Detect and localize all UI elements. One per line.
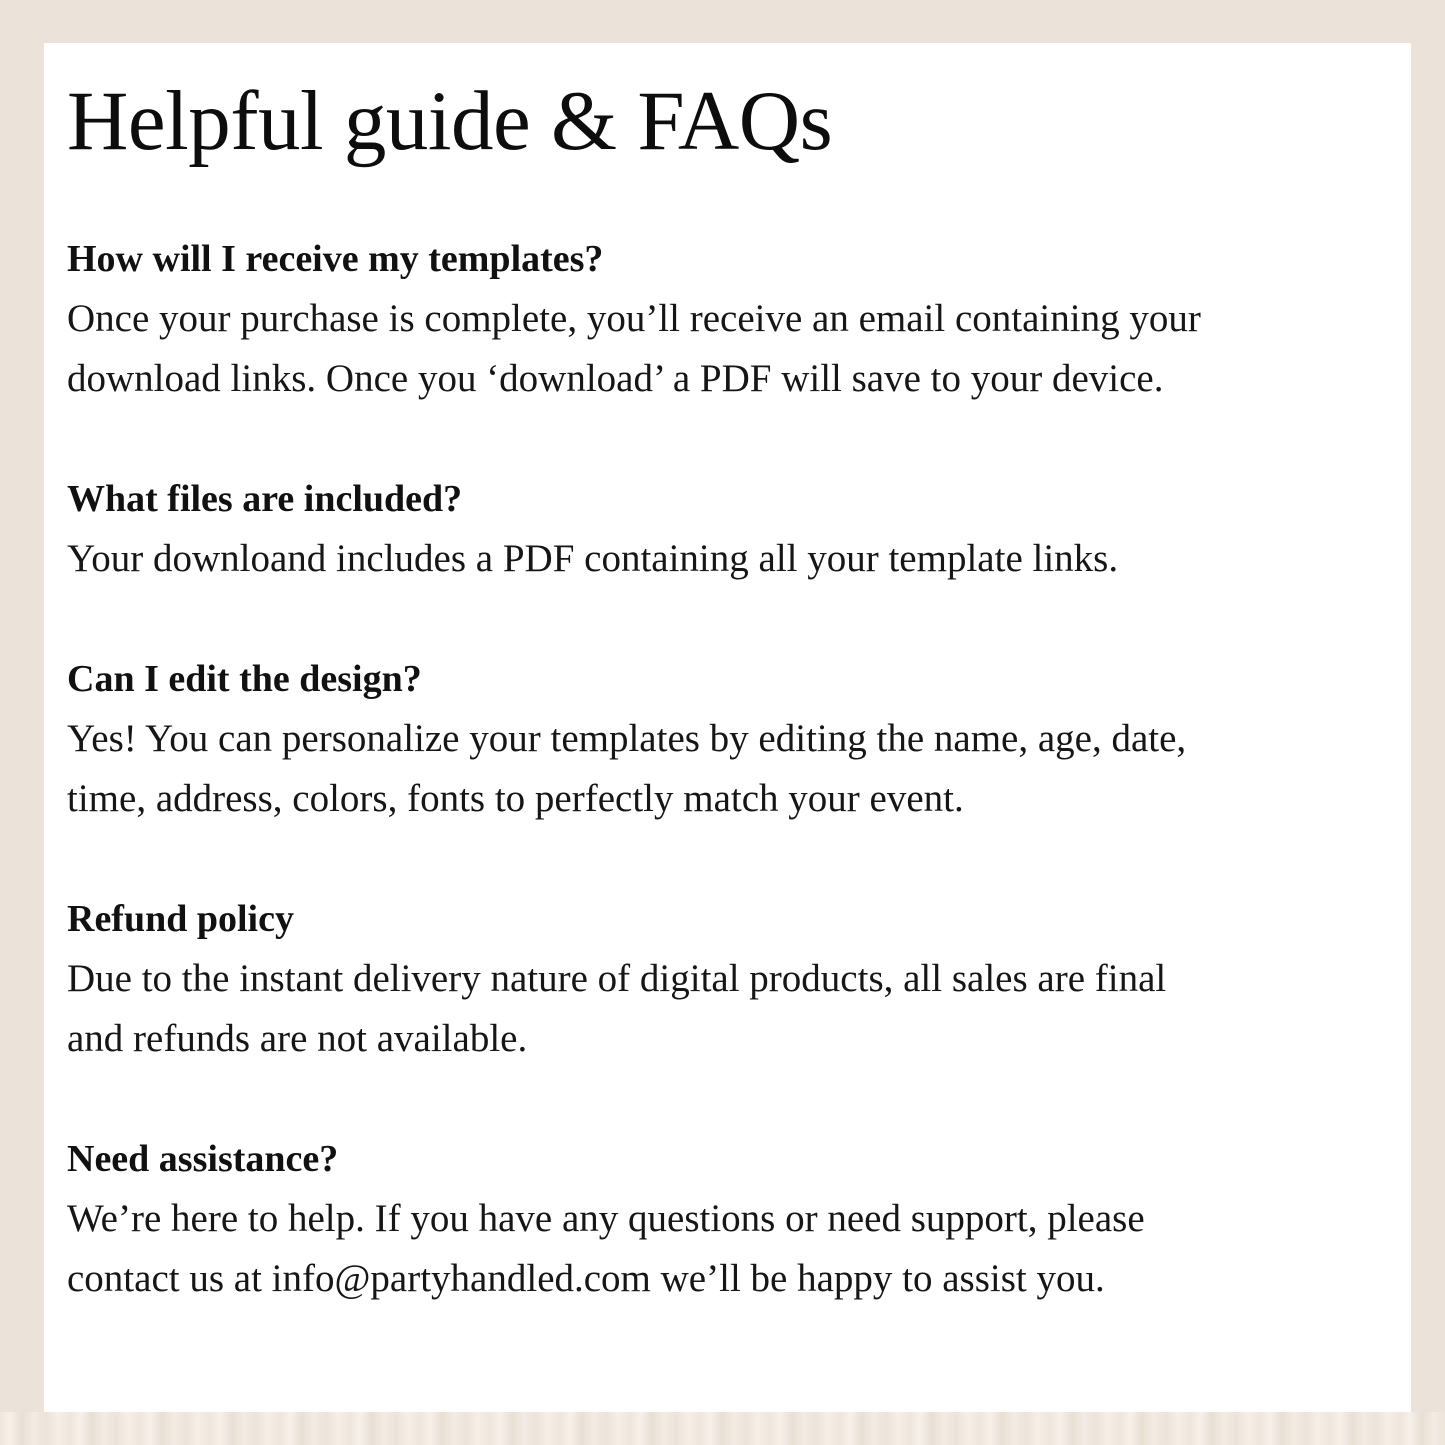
faq-card bbox=[44, 43, 1411, 1412]
faq-question: Can I edit the design? bbox=[67, 658, 422, 700]
faq-answer bbox=[67, 529, 1387, 589]
faq-question: Need assistance? bbox=[67, 1138, 339, 1180]
faq-answer-line: Yes! You can personalize your templates by editing the name, age, date, bbox=[67, 717, 1187, 760]
page-title: Helpful guide & FAQs bbox=[67, 74, 833, 168]
faq-answer-line: Once your purchase is complete, you’ll receive an email containing your bbox=[67, 297, 1201, 340]
faq-answer-line: and refunds are not available. bbox=[67, 1017, 528, 1060]
faq-item-need-assistance bbox=[67, 1129, 1387, 1309]
faq-answer bbox=[67, 709, 1387, 829]
faq-question: What files are included? bbox=[67, 478, 463, 520]
faq-answer-line: download links. Once you ‘download’ a PDF will save to your device. bbox=[67, 357, 1164, 400]
faq-answer-line: contact us at info@partyhandled.com we’ll be happy to assist you. bbox=[67, 1257, 1105, 1300]
faq-item-refund-policy bbox=[67, 889, 1387, 1069]
faq-answer bbox=[67, 1189, 1387, 1309]
faq-item-files-included bbox=[67, 469, 1387, 589]
faq-answer bbox=[67, 949, 1387, 1069]
faq-answer-line: We’re here to help. If you have any questions or need support, please bbox=[67, 1197, 1145, 1240]
faq-question: How will I receive my templates? bbox=[67, 238, 604, 280]
faq-answer-line: Due to the instant delivery nature of digital products, all sales are final bbox=[67, 957, 1167, 1000]
faq-answer-line: time, address, colors, fonts to perfectly match your event. bbox=[67, 777, 964, 820]
faq-item-edit-design bbox=[67, 649, 1387, 829]
faq-question: Refund policy bbox=[67, 898, 294, 940]
faq-answer bbox=[67, 289, 1387, 409]
background-curtain bbox=[0, 1412, 1445, 1445]
faq-item-receive-templates bbox=[67, 229, 1387, 409]
faq-answer-line: Your downloand includes a PDF containing all your template links. bbox=[67, 537, 1119, 580]
